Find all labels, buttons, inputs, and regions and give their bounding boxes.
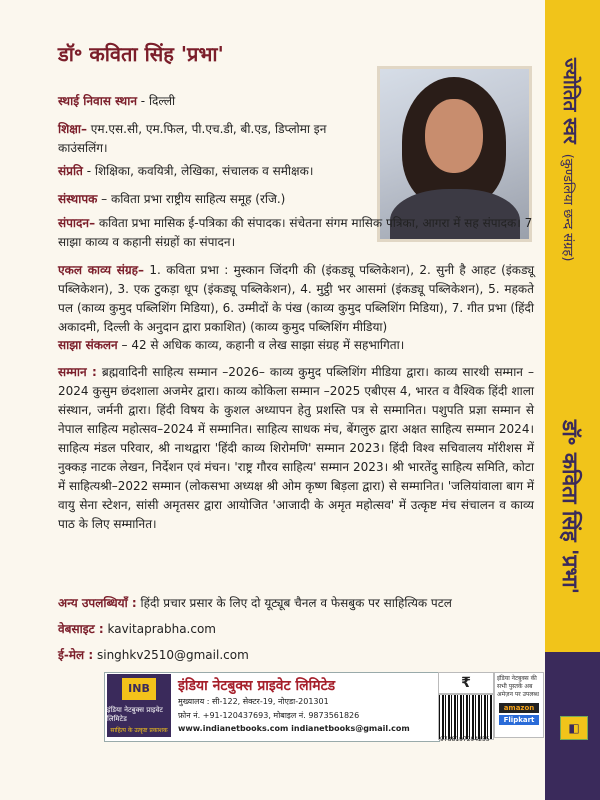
founder: संस्थापक – कविता प्रभा राष्ट्रीय साहित्य समूह (रजि.) <box>58 192 286 206</box>
solo-collections: एकल काव्य संग्रह– 1. कविता प्रभा : मुस्कान जिंदगी की (इंकड्यू पब्लिकेशन), 2. सुनी है आहट (इंकड्यू पब्लिकेशन), 3. एक टुकड़ा धूप (इंकड्यू पब्लिकेशन), 4. मुट्ठी भर आसमां (इंकड्यू पब्लिकेशन), 5. महकते पल (काव्य कुमुद पब्लिशिंग मिडिया), 6. उम्मीदों के पंख (काव्य कुमुद पब्लिशिंग मिडिया), 7. गीत प्रभा (हिंदी अकादमी, दिल्ली के अनुदान द्वारा प्रकाशित) (काव्य कुमुद पब्लिशिंग मीडिया) <box>58 263 535 334</box>
price-tag: ₹ <box>438 672 494 694</box>
barcode-number: 9788197294255 <box>440 736 490 743</box>
barcode-icon <box>438 694 494 740</box>
author-name: डॉ॰ कविता सिंह 'प्रभा' <box>58 42 224 66</box>
publisher-logo-icon: ◧ <box>560 716 588 740</box>
occupation: संप्रति - शिक्षिका, कवयित्री, लेखिका, संचालक व समीक्षक। <box>58 164 314 178</box>
joint-collections: साझा संकलन – 42 से अधिक काव्य, कहानी व लेख साझा संग्रह में सहभागिता। <box>58 338 405 352</box>
editorship: संपादन– कविता प्रभा मासिक ई-पत्रिका की संपादक। संचेतना संगम मासिक पत्रिका, आगरा में सह संपादक। 7 साझा काव्य व कहानी संग्रहों का संपादन। <box>58 216 533 249</box>
publisher-logo-line1: इंडिया नेटबुक्स प्राइवेट लिमिटेड <box>107 705 163 723</box>
availability-box <box>494 672 544 738</box>
spine-title-text: ज्योतित स्वर <box>559 58 581 144</box>
publisher-logo-text: INB <box>122 678 156 700</box>
education: शिक्षा– एम.एस.सी, एम.फिल, पी.एच.डी, बी.एड, डिप्लोमा इन काउंसलिंग। <box>58 122 327 155</box>
other-achievements: अन्य उपलब्धियाँ : हिंदी प्रचार प्रसार के लिए दो यूट्यूब चैनल व फेसबुक पर साहित्यिक पटल <box>58 596 452 610</box>
publisher-logo <box>107 674 171 737</box>
publisher-name: इंडिया नेटबुक्स प्राइवेट लिमिटेड <box>178 678 336 694</box>
residence: स्थाई निवास स्थान - दिल्ली <box>58 94 176 108</box>
honours: सम्मान : ब्रह्मवादिनी साहित्य सम्मान –2026– काव्य कुमुद पब्लिशिंग मीडिया द्वारा। काव्य सारथी सम्मान –2024 कुसुम छंदशाला अजमेर द्वारा। काव्य कोकिला सम्मान –2025 एबीएस 4, भारत व वैश्विक हिंदी शाला संस्थान, जर्मनी द्वारा। हिंदी विषय के कुशल अध्यापन हेतु प्रशस्ति पत्र से सम्मानित। पशुपति प्रज्ञा सम्मान से नेपाल साहित्य महोत्सव–2024 में सम्मानित। साहित्य साधक मंच, बेंगलुरु द्वारा अक्षत साहित्य सम्मान 2024। साहित्य मंडल परिवार, श्री नाथद्वारा 'हिंदी काव्य शिरोमणि' सम्मान 2023। हिंदी विश्व सचिवालय मॉरीशस में नुक्कड़ नाटक लेखन, निर्देशन एवं मंचन। 'राष्ट्र गौरव साहित्य' सम्मान 2023। श्री भारतेंदु साहित्य समिति, कोटा में साहित्यश्री–2022 सम्मान (लोकसभा अध्यक्ष श्री ओम कृष्ण बिड़ला द्वारा) से सम्मानित। 'जलियांवाला बाग में वायु सेना स्टेशन, सांसी अमृतसर द्वारा आयोजित 'आजादी के अमृत महोत्सव' में उत्कृष्ट मंच संचालन व काव्य पाठ के लिए सम्मानित। <box>58 365 534 531</box>
publisher-logo-line2: साहित्य के उत्कृष्ट प्रकाशक <box>110 726 168 734</box>
amazon-badge: amazon <box>499 703 539 713</box>
publisher-address: मुख्यालय : सी-122, सेक्टर-19, नोएडा-201301 <box>178 697 329 706</box>
website: वेबसाइट : kavitaprabha.com <box>58 622 216 636</box>
availability-text: इंडिया नेटबुक्स की सभी पुस्तकें अब अमेज़न पर उपलब्ध <box>497 675 539 698</box>
email: ई-मेल : singhkv2510@gmail.com <box>58 648 249 662</box>
flipkart-badge: Flipkart <box>499 715 539 725</box>
publisher-phone: फ़ोन नं. +91-120437693, मोबाइल नं. 9873561826 <box>178 711 360 720</box>
spine-author: डॉ॰ कविता सिंह 'प्रभा' <box>558 420 582 594</box>
spine-title <box>558 58 584 261</box>
publisher-web: www.indianetbooks.com indianetbooks@gmail.com <box>178 724 410 733</box>
spine-subtitle: (कुण्डलिया छन्द संग्रह) <box>560 153 575 262</box>
